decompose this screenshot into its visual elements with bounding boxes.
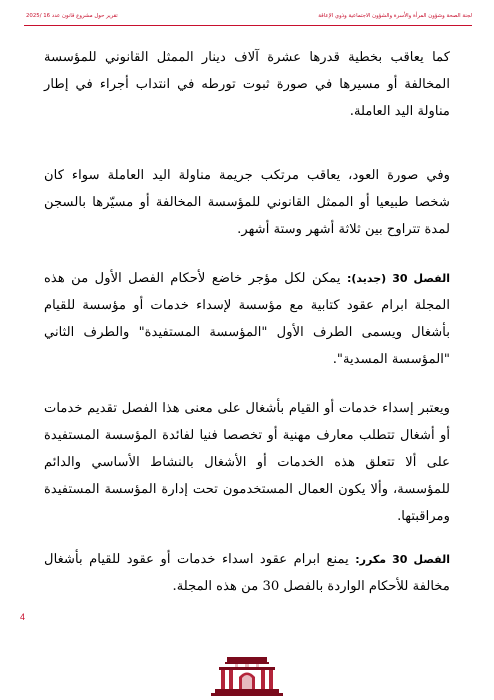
article-label: الفصل 30 (جديد) — [351, 272, 450, 285]
paragraph-text: ويعتبر إسداء خدمات أو القيام بأشغال على معنى هذا الفصل تقديم خدمات أو أشغال تتطلب معارف مهنية أو تخصصا فنيا لفائدة المؤسسة المستفيدة على ألا تتعلق هذه الخدمات أو الأشغال بالنشاط الأساسي والدائم للمؤسسة، وألا يكون العمال المستخدمون تحت إدارة المؤسسة المستفيدة ومراقبتها. — [44, 401, 450, 524]
paragraph-text: يمنع ابرام عقود اسداء خدمات أو عقود للقيام بأشغال مخالفة للأحكام الواردة بالفصل 30 من هذه المجلة. — [44, 552, 450, 594]
parliament-building-emblem-icon — [205, 653, 289, 697]
article-colon: : — [346, 272, 352, 285]
paragraph-fine — [44, 44, 450, 125]
page-header — [26, 13, 472, 19]
paragraph-text: وفي صورة العود، يعاقب مرتكب جريمة مناولة اليد العاملة سواء كان شخصا طبيعيا أو الممثل القانوني للمؤسسة المخالفة أو مسيّرها بالسجن لمدة تتراوح بين ثلاثة أشهر وستة أشهر. — [44, 168, 450, 237]
article-label: الفصل 30 مكرر — [359, 553, 450, 566]
header-report-title: تقرير حول مشروع قانون عدد 16 /2025 — [26, 13, 118, 19]
paragraph-article-30 — [44, 265, 450, 373]
header-rule — [24, 25, 472, 26]
paragraph-text: كما يعاقب بخطية قدرها عشرة آلاف دينار الممثل القانوني للمؤسسة المخالفة أو مسيرها في صورة ثبوت تورطه في انتداب أجراء في إطار مناولة اليد العاملة. — [44, 50, 450, 119]
document-body — [44, 44, 450, 600]
paragraph-text: يمكن لكل مؤجر خاضع لأحكام الفصل الأول من هذه المجلة ابرام عقود كتابية مع مؤسسة لإسداء خدمات أو مؤسسة للقيام بأشغال ويسمى الطرف الأول "المؤسسة المستفيدة" والطرف الثاني "المؤسسة المسدية". — [44, 271, 450, 367]
paragraph-article-30-bis — [44, 546, 450, 600]
paragraph-services-definition — [44, 395, 450, 530]
header-committee-title: لجنة الصحة وشؤون المرأة والأسرة والشؤون الاجتماعية وذوي الإعاقة — [318, 13, 472, 19]
article-colon: : — [355, 553, 360, 566]
paragraph-recidivism — [44, 162, 450, 243]
page-number: 4 — [20, 612, 26, 622]
